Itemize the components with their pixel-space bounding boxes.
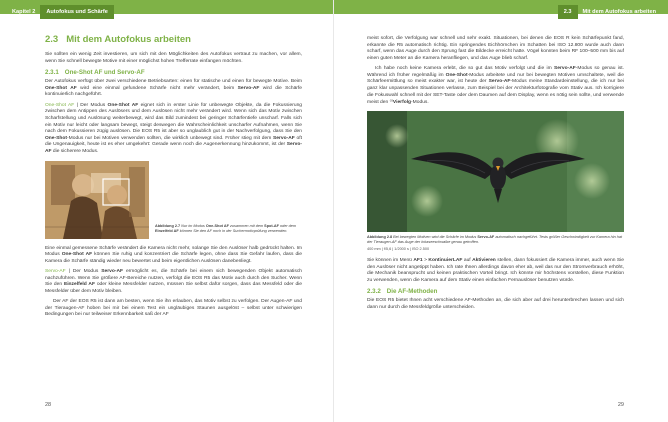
header-chapter: Kapitel 2	[12, 9, 36, 15]
text-run: Der Autofokus verfügt über zwei verschiedene Betriebsarten: einen für statische und einen für bewegte Motive. Beim	[45, 79, 302, 85]
term: One-Shot AF	[205, 223, 229, 228]
caption-label: Abbildung 2.8	[367, 234, 393, 239]
text-run: Ich habe noch keine Kamera erlebt, die so gut das Motiv verfolgt und die im	[375, 66, 554, 72]
text-run: -Modus meine Standardeinstellung, die ich nur bei ganz klar unpassenden Situationen verlasse, zum Beispiel bei der Architekturfotografie vom Stativ aus. Ich korrigiere die Fokuswahl schnell mit der SET-Taste oder dem Daumen auf dem Display, wenn es nötig sein sollte, und verwende meist den	[367, 79, 624, 106]
paragraph-af-methods: Die EOS R5 bietet Ihnen acht verschiedene AF-Methoden an, die sich aber auf drei herunterbrechen lassen und sich dann nur durch die Messfeldgröße unterscheiden.	[367, 298, 624, 310]
flying-bird-illustration	[367, 111, 624, 232]
text-run: können Sie ruhig und konzentriert die Schärfe legen, ohne dass Sie Gefahr laufen, dass die Kamera die Schärfe ständig wieder neu bewertet und beim eigentlichen Auslösen danebenliegt.	[45, 252, 302, 264]
intro-paragraph: Sie sollten ein wenig Zeit investieren, um sich mit den Möglichkeiten des Autofokus vertraut zu machen, vor allem, wenn Sie schnell bewegte Motive mit einer möglichst hohen Trefferrate einfangen möchten.	[45, 52, 302, 64]
text-run: >	[422, 257, 429, 263]
camera-screen-illustration	[45, 161, 149, 239]
text-run: -Modus so genau ist. Während ich früher regelmäßig im	[367, 66, 624, 78]
text-run: ermöglicht es, die Schärfe bei einem sich bewegenden Objekt automatisch nachzuführen. Wenn Sie größere AF-Bereiche nutzen, verfolgt die EOS R5 das Motiv auch durch den Sucher. Wenn Sie den	[45, 269, 302, 288]
text-run: wird die Schärfe kontinuierlich nachgeführt.	[45, 85, 302, 98]
right-text-column	[367, 36, 624, 315]
term: Servo-AF	[273, 135, 295, 141]
term: Servo-AF	[477, 234, 495, 239]
paragraph-servo-default	[367, 66, 624, 107]
text-run: oder kleine Messfelder nutzen, müssen Sie selbst dafür sorgen, dass das Messfeld oder die Messfelder über dem Motiv bleiben.	[45, 282, 302, 294]
subsection-number: 2.3.2	[367, 288, 381, 296]
term: One-Shot AF	[45, 85, 77, 91]
figure-2-7-photo	[45, 161, 149, 239]
text-run: eignet sich in erster Linie für unbewegte Objekte, da die Fokussierung zwischen dem Antippen des Auslösers und dem Auslösen nicht mehr verändert wird. Wenn sich das Motiv zwischen Scharfstellung und Auslösung weiterbewegt, wird das Bild zumindest bei geringer Schärfentiefe unscharf. Falls sich ein Motiv nur leicht oder langsam bewegt, steigt deswegen die Wahrscheinlichkeit unscharfer Aufnahmen, wenn Sie nach dem Fokussieren zügig auslösen. Die EOS R5 ist aber so unglaublich gut in der Nachverfolgung, dass Sie den	[45, 102, 303, 135]
text-run: Bei bewegten Motiven wird die Schärfe im Modus	[392, 234, 478, 239]
text-run: auf	[462, 257, 473, 263]
term: Einzelfeld AF	[155, 229, 179, 234]
text-run: automatisch nachgeführt. Tests größer Geschwindigkeit zur Kamera hin hat der Tieraugen-AF das Auge der Inkaseeschwalbe genau getroffen.	[367, 234, 623, 244]
term: Servo-AF	[237, 85, 260, 91]
paragraph-half-press	[45, 246, 302, 266]
text-run: stellen, dann fokussiert die Kamera immer, auch wenn Sie den Auslöser nicht angetippt haben. Ich rate Ihnen allerdings davon eher ab, weil das nur den Stromverbrauch erhöht, die Mechanik beansprucht und keinen praktischen Vorteil bringt. Ich könnte mir höchstens vorstellen, diese Funktion zu verwenden, wenn die Kamera auf dem Stativ einen einfachen Fernauslöser benutzen würde.	[367, 257, 624, 283]
term: One-Shot	[45, 135, 68, 141]
term: One-Shot AF	[107, 102, 139, 108]
section-heading	[45, 34, 302, 45]
term: Servo-AF	[554, 66, 576, 72]
subsection-title: Die AF-Methoden	[386, 288, 438, 296]
text-run: Sie können im Menü	[367, 257, 414, 263]
figure-2-8-exif: 400 mm | f/5,6 | 1/2000 s | ISO 2.500	[367, 246, 430, 251]
figure-2-8-caption	[367, 235, 624, 245]
left-text-column	[45, 34, 302, 323]
section-number: 2.3	[45, 34, 59, 45]
subsection-number: 2.3.1	[45, 69, 59, 77]
header-section: Autofokus und Schärfe	[40, 5, 114, 19]
figure-2-8-photo	[367, 111, 624, 232]
right-page	[334, 0, 668, 422]
tracking-mode-icon: ⁽ⁱ⁾	[389, 99, 393, 106]
term: Aktivieren	[472, 257, 496, 263]
paragraph-keyword: One-Shot AF	[45, 102, 75, 108]
header-section: Mit dem Autofokus arbeiten	[582, 9, 656, 15]
paragraph-continuation: meist sofort, die Verfolgung war schnell und sehr exakt. Situationen, bei denen die EOS R kein Schärfepunkt fand, erkannte die R5 automatisch richtig. Ein springendes Eichhörnchen im Schatten bei ISO 12.800 wurde auch dann scharf, wenn das Auge durch den Sprung fast die Bildecke erreicht hatte. Vögel konnten beim RF 100–500 mm bis auf einen guten Meter an die Kamera heranfliegen, und das Auge blieb scharf.	[367, 36, 624, 61]
figure-2-7-caption	[149, 224, 302, 239]
section-title: Mit dem Autofokus arbeiten	[66, 34, 191, 45]
figure-2-7	[45, 161, 302, 239]
text-run: können Sie den AF noch in der Suchermotivprüfung verwenden.	[178, 229, 288, 234]
page-number: 28	[45, 402, 52, 408]
subsection-title: One-Shot AF und Servo-AF	[64, 69, 145, 77]
text-run: Eine einmal gemessene Schärfe verändert die Kamera nicht mehr, solange Sie den Auslöser halb gedrückt halten. Im Modus	[45, 245, 302, 258]
term: Einzelfeld AF	[63, 282, 95, 288]
text-run: | Der Modus	[65, 269, 102, 275]
term: Servo-AF	[488, 79, 511, 85]
term: One-Shot	[445, 72, 468, 78]
text-run: -Modus nur bei Motiven verwenden sollten, die wirklich unbewegt sind. Früher stieg mit dem	[67, 135, 274, 141]
paragraph-eye-af: Der AF der EOS R5 ist dann am besten, wenn Sie ihn erlauben, das Motiv selbst zu verfolgen. Der Augen-AF und der Tieraugen-AF hoben bei mir bei einem Test ein ungläubiges Staunen ausgelöst – selbst unter schwierigen Bedingungen bei nur teilweiser Erkennbarkeit saß der AF	[45, 299, 302, 318]
paragraph-one-shot	[45, 103, 302, 156]
subsection-heading	[45, 69, 302, 76]
text-run: zusammen mit dem	[228, 223, 265, 228]
header-chapter: 2.3	[558, 5, 578, 19]
paragraph-continuous-af	[367, 258, 624, 284]
page-number: 29	[617, 402, 624, 408]
paragraph-servo-af	[45, 269, 302, 295]
term: One-Shot AF	[61, 252, 93, 258]
text-run: -Modus arbeitete und nur bei bewegten Motiven umschaltete, weil die Schärfeermittlung so meist exakter war, ist heute der	[367, 72, 624, 85]
term: Servo-AF	[101, 269, 124, 275]
running-header	[334, 0, 668, 14]
subsection-heading	[367, 288, 624, 295]
term: Servo-AF	[45, 142, 302, 154]
running-header	[0, 0, 334, 14]
paragraph-af-modes	[45, 79, 302, 99]
term: Spot-AF	[264, 223, 279, 228]
caption-label: Abbildung 2.7	[155, 223, 181, 228]
term: Vierfolg	[392, 100, 412, 106]
paragraph-keyword: Servo-AF	[45, 269, 66, 275]
text-run: oft die Ungenauigkeit, heute ist es eher umgekehrt: Gerade wenn noch die Augenerkennung hinzukommt, ist der	[45, 135, 302, 148]
text-run: wird eine einmal gefundene Schärfe nicht mehr verändert, beim	[76, 85, 238, 91]
text-run: | Der Modus	[74, 102, 108, 108]
text-run: -Modus.	[411, 100, 429, 106]
text-run: Nur im Modus	[180, 223, 206, 228]
text-run: oder dem	[278, 223, 297, 228]
term: KontinuierLAF	[428, 257, 463, 263]
text-run: die sicherere Modus.	[51, 148, 99, 154]
term: AF1	[413, 257, 423, 263]
